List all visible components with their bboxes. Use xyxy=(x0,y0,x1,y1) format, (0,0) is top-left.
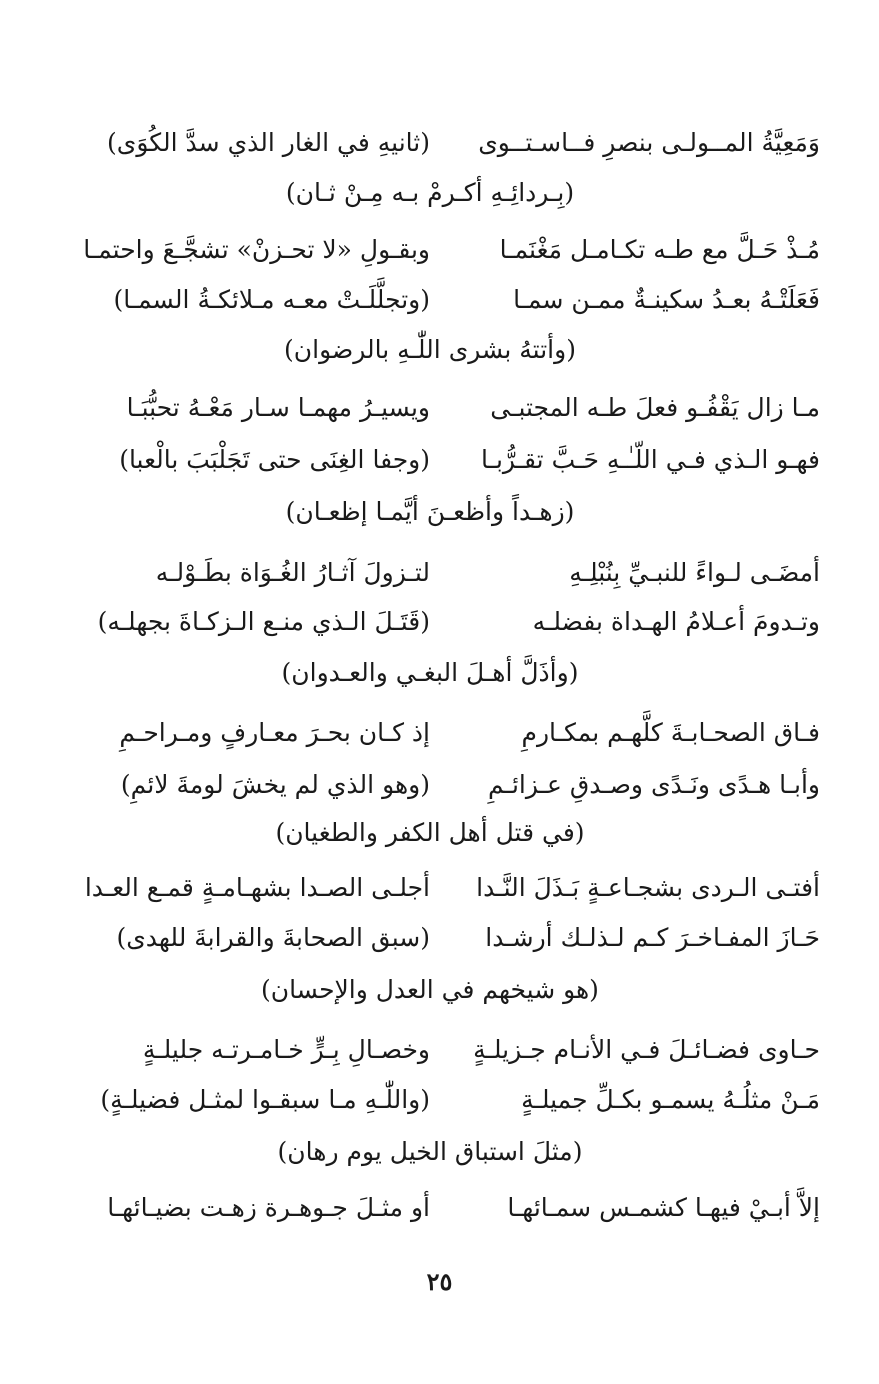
verse-line xyxy=(40,913,820,963)
verse-line xyxy=(40,383,820,433)
verse-second-hemistich: وبقـولِ «لا تحـزنْ» تشجَّـعَ واحتمـا xyxy=(83,235,430,264)
refrain-line: (مثلَ استباق الخيل يوم رهان) xyxy=(277,1137,583,1166)
verse-second-hemistich: (وهو الذي لم يخشَ لومةَ لائمِ) xyxy=(120,770,430,799)
verse-second-hemistich: (واللّٰـهِ مـا سبقـوا لمثـل فضيلـةٍ) xyxy=(100,1085,430,1114)
verse-first-hemistich: أفتـى الـردى بشجـاعـةٍ بَـذَلَ النَّـدا xyxy=(476,873,820,902)
verse-line xyxy=(40,597,820,647)
verse-second-hemistich: أو مثـلَ جـوهـرة زهـت بضيـائهـا xyxy=(107,1193,430,1222)
verse-first-hemistich: مـا زال يَقْفُـو فعلَ طـه المجتبـى xyxy=(490,393,820,422)
verse-line xyxy=(40,275,820,325)
verse-first-hemistich: فـاق الصحـابـةَ كلَّهـم بمكـارمِ xyxy=(521,718,820,747)
verse-line xyxy=(40,760,820,810)
refrain-line: (بِـردائِـهِ أكـرمْ بـه مِـنْ ثـان) xyxy=(285,178,575,207)
verse-second-hemistich: إذ كـان بحـرَ معـارفٍ ومـراحـمِ xyxy=(119,718,430,747)
verse-second-hemistich: (قَتَـلَ الـذي منـع الـزكـاةَ بجهلـه) xyxy=(97,607,430,636)
refrain-line: (وأذَلَّ أهـلَ البغـي والعـدوان) xyxy=(281,658,579,687)
verse-first-hemistich: وتـدومَ أعـلامُ الهـداة بفضلـه xyxy=(532,607,820,636)
refrain-line: (هو شيخهم في العدل والإحسان) xyxy=(261,975,599,1004)
verse-first-hemistich: وأبـا هـدًى ونَـدًى وصـدقِ عـزائـمِ xyxy=(488,770,820,799)
verse-line xyxy=(40,1183,820,1233)
verse-first-hemistich: فَعَلَتْـهُ بعـدُ سكينـةٌ ممـن سمـا xyxy=(513,285,820,314)
verse-second-hemistich: (سبق الصحابةَ والقرابةَ للهدى) xyxy=(116,923,430,952)
verse-second-hemistich: أجلـى الصـدا بشهـامـةٍ قمـع العـدا xyxy=(84,873,430,902)
verse-line xyxy=(40,548,820,598)
verse-second-hemistich: (وتجلَّلَـتْ معـه مـلائكـةُ السمـا) xyxy=(113,285,430,314)
verse-first-hemistich: حَـازَ المفـاخـرَ كـم لـذلـك أرشـدا xyxy=(485,923,820,952)
verse-line xyxy=(40,435,820,485)
refrain-line: (زهـداً وأظعـنَ أيَّمـا إظعـان) xyxy=(285,497,575,526)
verse-second-hemistich: (ثانيهِ في الغار الذي سدَّ الكُوَى) xyxy=(107,128,430,157)
verse-line xyxy=(40,863,820,913)
verse-first-hemistich: وَمَعِيَّةُ المــولـى بنصرِ فــاسـتــوى xyxy=(478,128,820,157)
verse-line xyxy=(40,1075,820,1125)
verse-line xyxy=(40,118,820,168)
verse-first-hemistich: مَـنْ مثلُـهُ يسمـو بكـلِّ جميلـةٍ xyxy=(521,1085,820,1114)
verse-line xyxy=(40,225,820,275)
verse-first-hemistich: أمضَـى لـواءً للنبـيِّ بِنُبْلِـهِ xyxy=(569,558,820,587)
refrain-line: (وأتتهُ بشرى اللّٰـهِ بالرضوان) xyxy=(284,335,576,364)
verse-second-hemistich: وخصـالِ بِـرٍّ خـامـرتـه جليلـةٍ xyxy=(142,1035,430,1064)
verse-first-hemistich: فهـو الـذي فـي اللّـٰـهِ حَـبَّ تقـرُّبـا xyxy=(481,445,820,474)
verse-second-hemistich: (وجفا الغِنَى حتى تَجَلْبَبَ بالْعبا) xyxy=(119,445,430,474)
verse-first-hemistich: مُـذْ حَـلَّ مع طـه تكـامـل مَغْنَمـا xyxy=(499,235,820,264)
verse-second-hemistich: ويسيـرُ مهمـا سـار مَعْـهُ تحبُّبَـا xyxy=(126,393,430,422)
verse-line xyxy=(40,1025,820,1075)
verse-second-hemistich: لتـزولَ آثـارُ الغُـوَاة بطَـوْلـه xyxy=(155,558,430,587)
refrain-line: (في قتل أهل الكفر والطغيان) xyxy=(275,818,585,847)
verse-first-hemistich: حـاوى فضـائـلَ فـي الأنـام جـزيلـةٍ xyxy=(473,1035,820,1064)
verse-line xyxy=(40,708,820,758)
page-number: ٢٥ xyxy=(426,1267,453,1296)
verse-first-hemistich: إلاَّ أبـيْ فيهـا كشمـس سمـائهـا xyxy=(507,1193,820,1222)
